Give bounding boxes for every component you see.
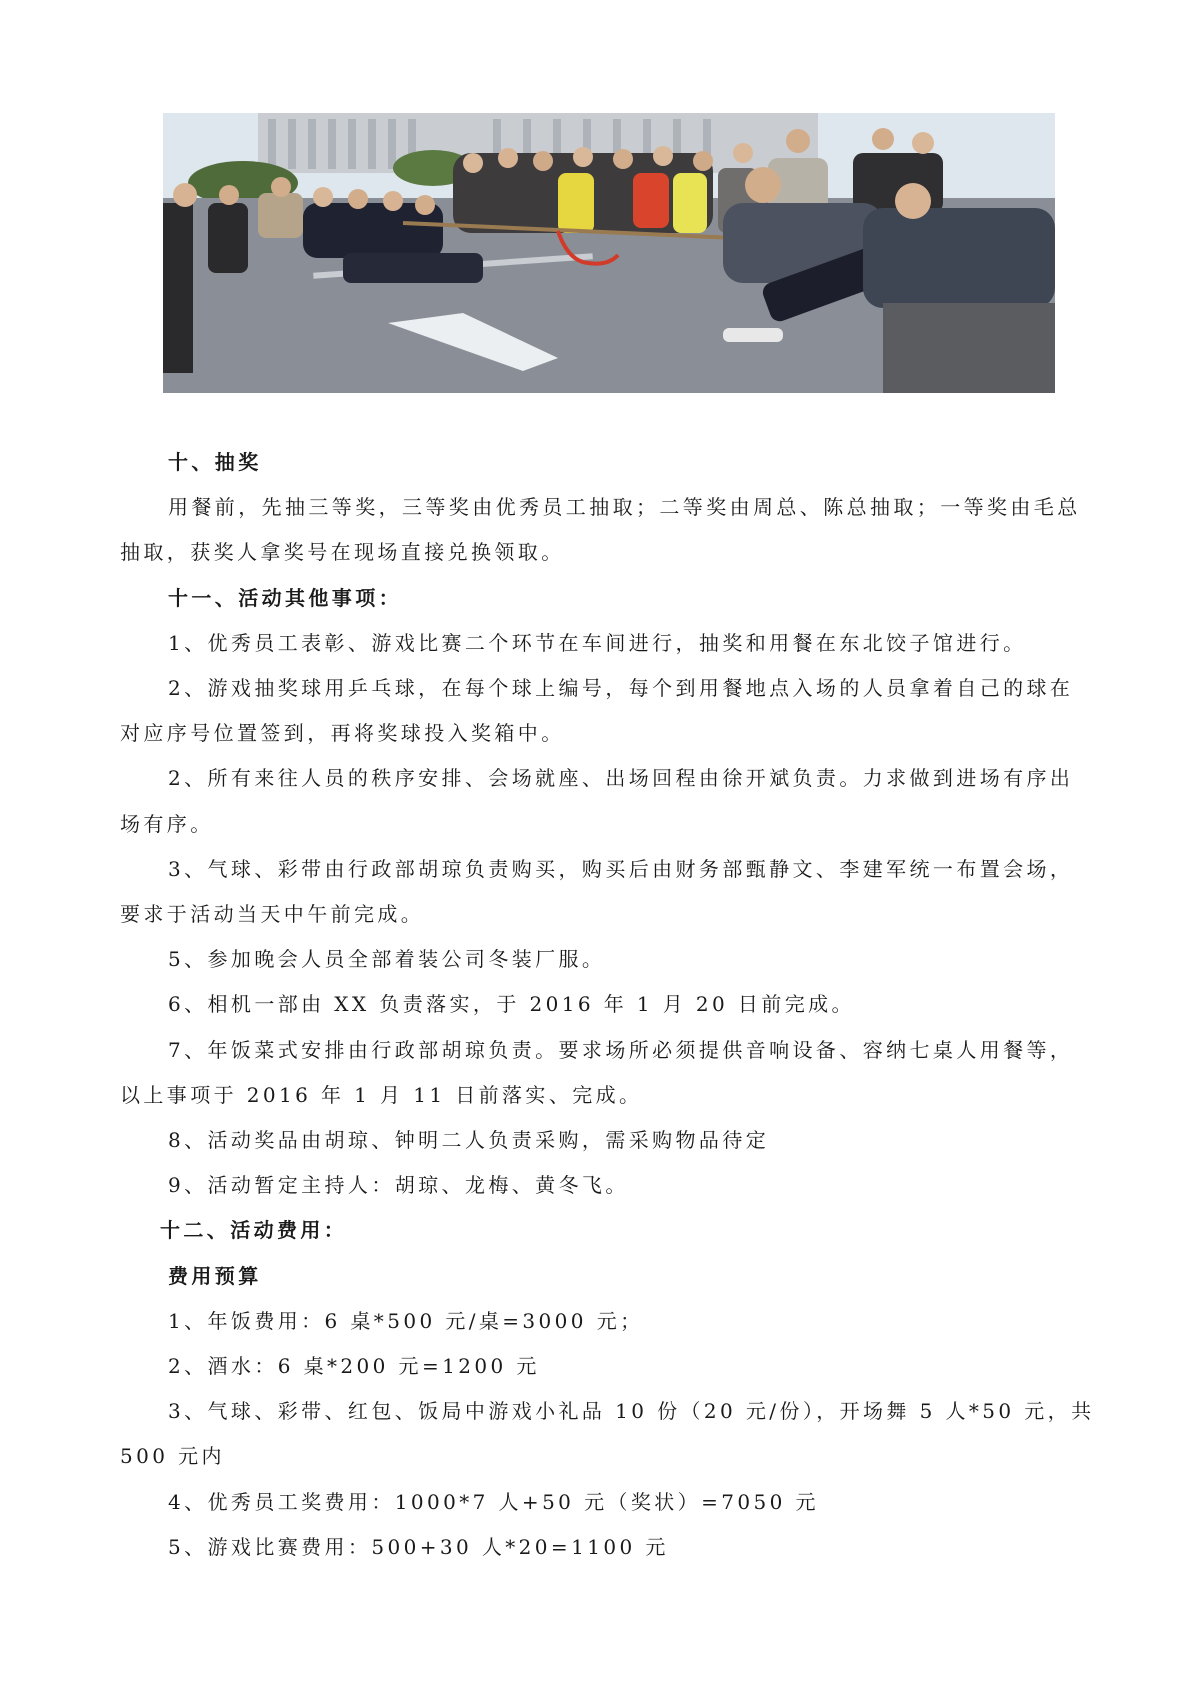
paragraph: 用餐前，先抽三等奖，三等奖由优秀员工抽取；二等奖由周总、陈总抽取；一等奖由毛总抽取，获奖人拿奖号在现场直接兑换领取。 [120,495,1081,565]
paragraph: 9、活动暂定主持人：胡琼、龙梅、黄冬飞。 [168,1173,629,1198]
paragraph: 5、游戏比赛费用：500+30 人*20=1100 元 [168,1534,669,1559]
tug-of-war-photo [163,113,1055,393]
paragraph: 2、所有来往人员的秩序安排、会场就座、出场回程由徐开斌负责。力求做到进场有序出场有序。 [120,766,1074,836]
paragraph: 2、游戏抽奖球用乒乓球，在每个球上编号，每个到用餐地点入场的人员拿着自己的球在对应序号位置签到，再将奖球投入奖箱中。 [120,676,1074,746]
subheading-budget: 费用预算 [168,1263,262,1288]
paragraph: 3、气球、彩带由行政部胡琼负责购买，购买后由财务部甄静文、李建军统一布置会场，要求于活动当天中午前完成。 [120,856,1074,927]
paragraph: 8、活动奖品由胡琼、钟明二人负责采购，需采购物品待定 [168,1128,770,1153]
section-heading-lottery: 十、抽奖 [168,450,262,474]
paragraph: 7、年饭菜式安排由行政部胡琼负责。要求场所必须提供音响设备、容纳七桌人用餐等，以上事项于 2016 年 1 月 11 日前落实、完成。 [120,1037,1074,1107]
paragraph: 2、酒水：6 桌*200 元=1200 元 [168,1354,540,1379]
document-body [120,440,1095,1570]
paragraph: 5、参加晚会人员全部着装公司冬装厂服。 [168,947,606,972]
paragraph: 6、相机一部由 XX 负责落实，于 2016 年 1 月 20 日前完成。 [168,992,855,1017]
paragraph: 3、气球、彩带、红包、饭局中游戏小礼品 10 份（20 元/份），开场舞 5 人*50 元，共 500 元内 [120,1399,1095,1469]
paragraph: 1、优秀员工表彰、游戏比赛二个环节在车间进行，抽奖和用餐在东北饺子馆进行。 [168,630,1027,655]
section-heading-costs: 十二、活动费用： [160,1218,348,1243]
paragraph: 1、年饭费用：6 桌*500 元/桌=3000 元； [168,1308,644,1333]
paragraph: 4、优秀员工奖费用：1000*7 人+50 元（奖状）=7050 元 [168,1489,819,1514]
section-heading-other-matters: 十一、活动其他事项： [168,585,402,610]
